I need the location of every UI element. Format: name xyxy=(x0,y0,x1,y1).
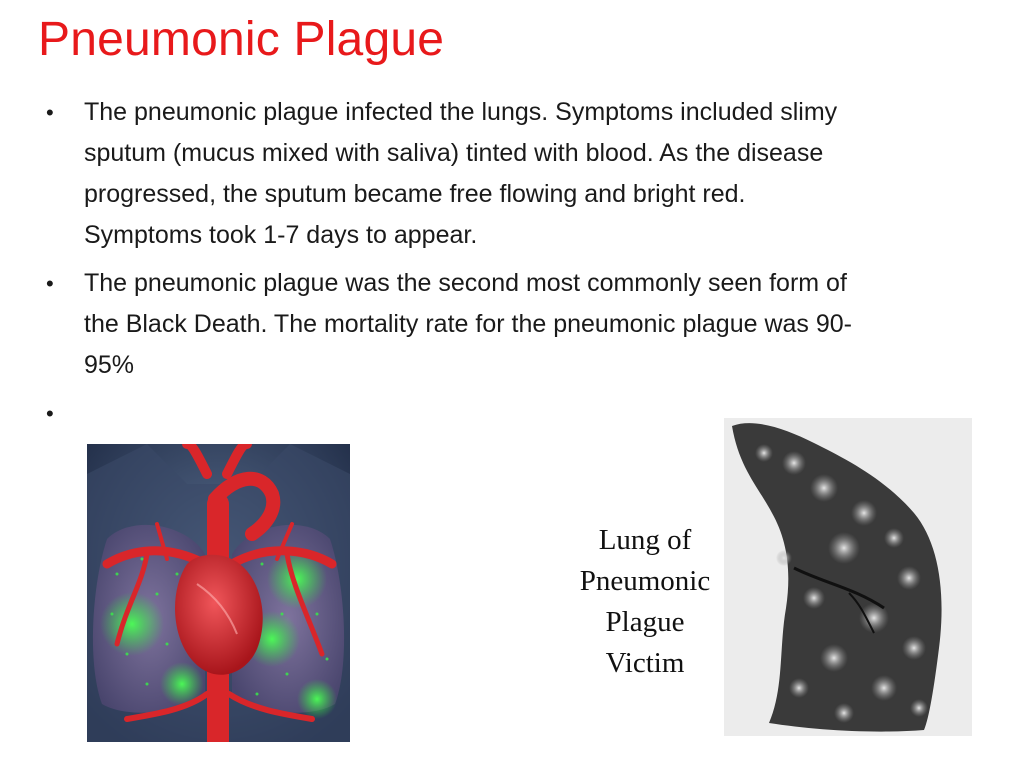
pneumonic-lung-photo xyxy=(724,418,972,736)
slide-title: Pneumonic Plague xyxy=(38,13,445,66)
heart-lungs-svg xyxy=(87,444,350,742)
bullet-text-2: The pneumonic plague was the second most commonly seen form of the Black Death. The mortality rate for the pneumonic plague was 90-95% xyxy=(84,269,853,379)
caption-line-2: Pneumonic xyxy=(579,565,711,597)
heart-lungs-illustration xyxy=(87,444,350,742)
bullet-text-1: The pneumonic plague infected the lungs. Symptoms included slimy sputum (mucus mixed with saliva) tinted with blood. As the disease progressed, the sputum became free flowing and bright red. Symptoms took 1-7 days to appear. xyxy=(84,98,838,249)
bullet-item-2 xyxy=(44,263,864,386)
caption-line-1: Lung of xyxy=(598,524,692,556)
bullet-item-1 xyxy=(44,92,864,256)
lung-caption xyxy=(560,520,730,684)
caption-line-4: Victim xyxy=(605,647,685,679)
bullet-glyph: • xyxy=(46,401,54,426)
caption-line-3: Plague xyxy=(605,606,685,638)
bullet-glyph: • xyxy=(46,271,54,296)
lung-photo-svg xyxy=(724,418,972,736)
bullet-list xyxy=(44,92,864,441)
bullet-glyph: • xyxy=(46,100,54,125)
